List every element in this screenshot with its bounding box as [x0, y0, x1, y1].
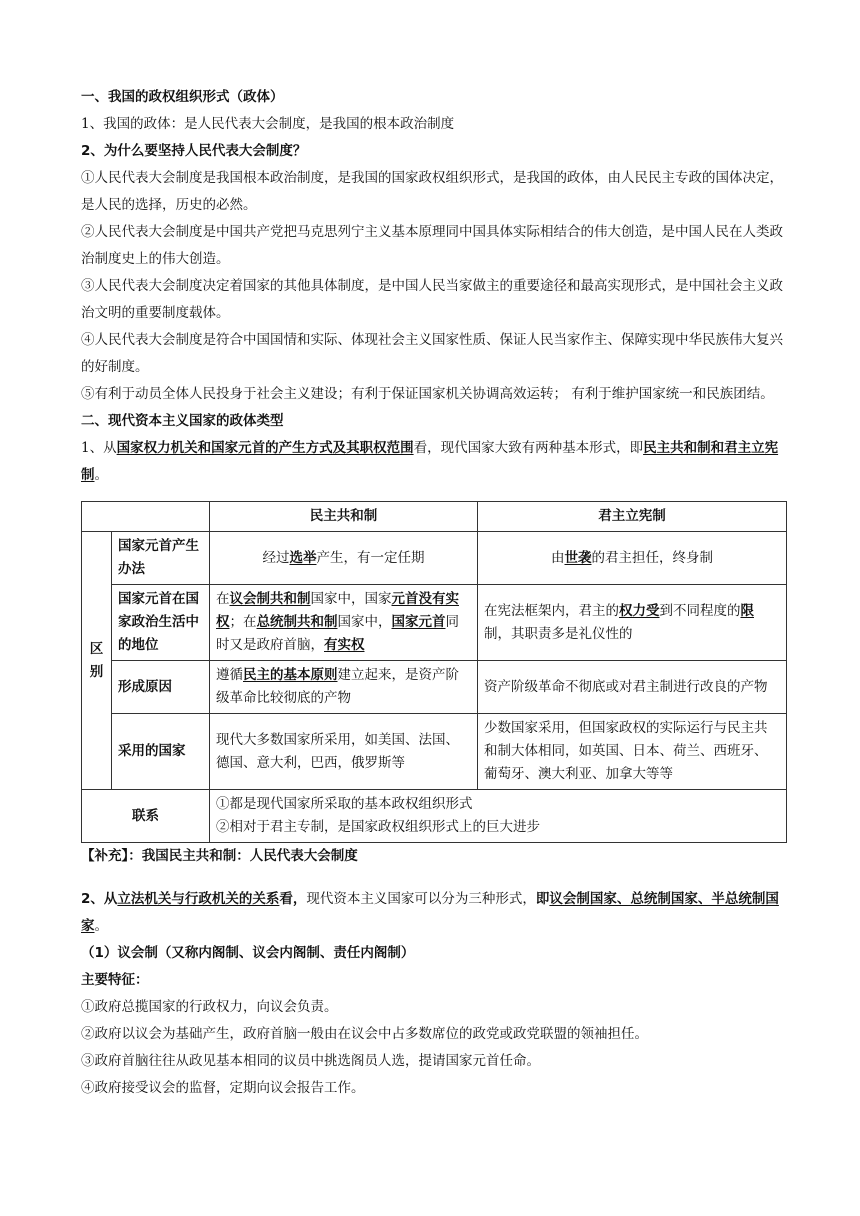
spacer: [81, 870, 786, 886]
emphasis: 选举: [289, 549, 317, 566]
supplement-note: 【补充】：我国民主共和制：人民代表大会制度: [81, 848, 358, 864]
emphasis: 有实权: [324, 637, 365, 653]
text: 看，: [279, 891, 307, 907]
row-label: 采用的国家: [112, 714, 210, 790]
row-label: 形成原因: [112, 661, 210, 714]
emphasis: 限: [740, 602, 754, 619]
text: 经过: [262, 549, 290, 566]
table-row: [82, 714, 787, 790]
table-row: [82, 585, 787, 661]
column-header-republic: 民主共和制: [210, 502, 478, 532]
cell: 少数国家采用，但国家政权的实际运行与民主共和制大体相同，如英国、日本、荷兰、西班牙、葡萄牙、澳大利亚、加拿大等等: [478, 714, 787, 790]
text: 。: [94, 467, 108, 483]
table-row: [82, 790, 787, 843]
feature-3: ③政府首脑往往从政见基本相同的议员中挑选阁员人选，提请国家元首任命。: [81, 1053, 540, 1069]
emphasis: 国家权力机关和国家元首的产生方式及其职权范围: [116, 440, 414, 456]
emphasis: 世袭: [564, 549, 592, 566]
emphasis: 国家元首: [391, 614, 446, 630]
text: 在宪法框架内，君主的: [484, 602, 619, 619]
polity-statement: 1、我国的政体：是人民代表大会制度，是我国的根本政治制度: [81, 116, 455, 132]
text: 现代资本主义国家可以分为三种形式，: [306, 891, 536, 907]
reason-1: ①人民代表大会制度是我国根本政治制度，是我国的国家政权组织形式，是我国的政体，由人民民主专政的国体决定，是人民的选择，历史的必然。: [81, 170, 783, 213]
emphasis: 总统制共和制: [256, 614, 338, 630]
text: 看，现代国家大致有两种基本形式，即: [413, 440, 644, 456]
feature-1: ①政府总揽国家的行政权力，向议会负责。: [81, 999, 338, 1015]
cell: 现代大多数国家所采用，如美国、法国、德国、意大利，巴西，俄罗斯等: [210, 714, 478, 790]
cell: [478, 532, 787, 585]
emphasis: 立法机关与行政机关的关系: [117, 891, 280, 907]
features-label: 主要特征：: [81, 972, 149, 988]
text: 即: [535, 891, 550, 907]
reason-2: ②人民代表大会制度是中国共产党把马克思列宁主义基本原理同中国具体实际相结合的伟大创造，是中国人民在人类政治制度史上的伟大创造。: [81, 224, 783, 267]
emphasis: 民主共和制和君主立宪制: [81, 440, 779, 483]
text: 制，其职责多是礼仪性的: [484, 625, 633, 642]
reason-4: ④人民代表大会制度是符合中国国情和实际、体现社会主义国家性质、保证人民当家作主、保障实现中华民族伟大复兴的好制度。: [81, 332, 783, 375]
text: 遵循: [216, 667, 243, 683]
parliamentary-heading: （1）议会制（又称内阁制、议会内阁制、责任内阁制）: [81, 945, 415, 961]
feature-2: ②政府以议会为基础产生，政府首脑一般由在议会中占多数席位的政党或政党联盟的领袖担任。: [81, 1026, 648, 1042]
text: ；在: [229, 614, 257, 630]
cell: [210, 532, 478, 585]
text: 建立起来，是资产阶级革命比较彻底的产物: [216, 667, 459, 706]
table-header-row: [82, 502, 787, 532]
text: 国家中，国家: [310, 591, 392, 607]
row-label: 国家元首产生办法: [112, 532, 210, 585]
text: 。: [94, 918, 108, 934]
text: 到不同程度的: [659, 602, 741, 619]
difference-group-label: 区别: [82, 532, 112, 790]
forms-paragraph: [81, 435, 786, 489]
cell: 资产阶级革命不彻底或对君主制进行改良的产物: [478, 661, 787, 714]
emphasis: 民主的基本原则: [243, 667, 338, 683]
feature-4: ④政府接受议会的监督，定期向议会报告工作。: [81, 1080, 365, 1096]
text: 国家中，: [337, 614, 392, 630]
link-item: ①都是现代国家所采取的基本政权组织形式: [216, 796, 473, 812]
row-label: 国家元首在国家政治生活中的地位: [112, 585, 210, 661]
document-page: [81, 84, 786, 1102]
text: 在: [216, 591, 230, 607]
cell: [210, 790, 787, 843]
table-row: [82, 532, 787, 585]
reason-5: ⑤有利于动员全体人民投身于社会主义建设；有利于保证国家机关协调高效运转； 有利于维护国家统一和民族团结。: [81, 386, 774, 402]
table-row: [82, 661, 787, 714]
cell: [210, 585, 478, 661]
emphasis: 议会制国家、总统制国家、半总统制国家: [81, 891, 779, 934]
cell: [210, 661, 478, 714]
comparison-table: [81, 501, 787, 843]
row-label: 联系: [82, 790, 210, 843]
empty-cell: [82, 502, 210, 532]
text: 1、从: [81, 440, 117, 456]
text: 同时又是政府首脑，: [216, 614, 459, 653]
emphasis: 议会制共和制: [229, 591, 311, 607]
reason-3: ③人民代表大会制度决定着国家的其他具体制度，是中国人民当家做主的重要途径和最高实现形式，是中国社会主义政治文明的重要制度载体。: [81, 278, 783, 321]
relation-paragraph: [81, 886, 786, 940]
link-item: ②相对于君主专制，是国家政权组织形式上的巨大进步: [216, 819, 540, 835]
cell: [478, 585, 787, 661]
emphasis: 元首没有实权: [216, 591, 459, 630]
text: 2、从: [81, 891, 118, 907]
text: 产生，有一定任期: [316, 549, 425, 566]
section1-heading: 一、我国的政权组织形式（政体）: [81, 89, 284, 105]
column-header-monarchy: 君主立宪制: [478, 502, 787, 532]
text: 的君主担任，终身制: [591, 549, 713, 566]
emphasis: 权力受: [619, 602, 660, 619]
text: 由: [551, 549, 565, 566]
section2-heading: 二、现代资本主义国家的政体类型: [81, 413, 284, 429]
question-heading: 2、为什么要坚持人民代表大会制度？: [81, 143, 307, 159]
